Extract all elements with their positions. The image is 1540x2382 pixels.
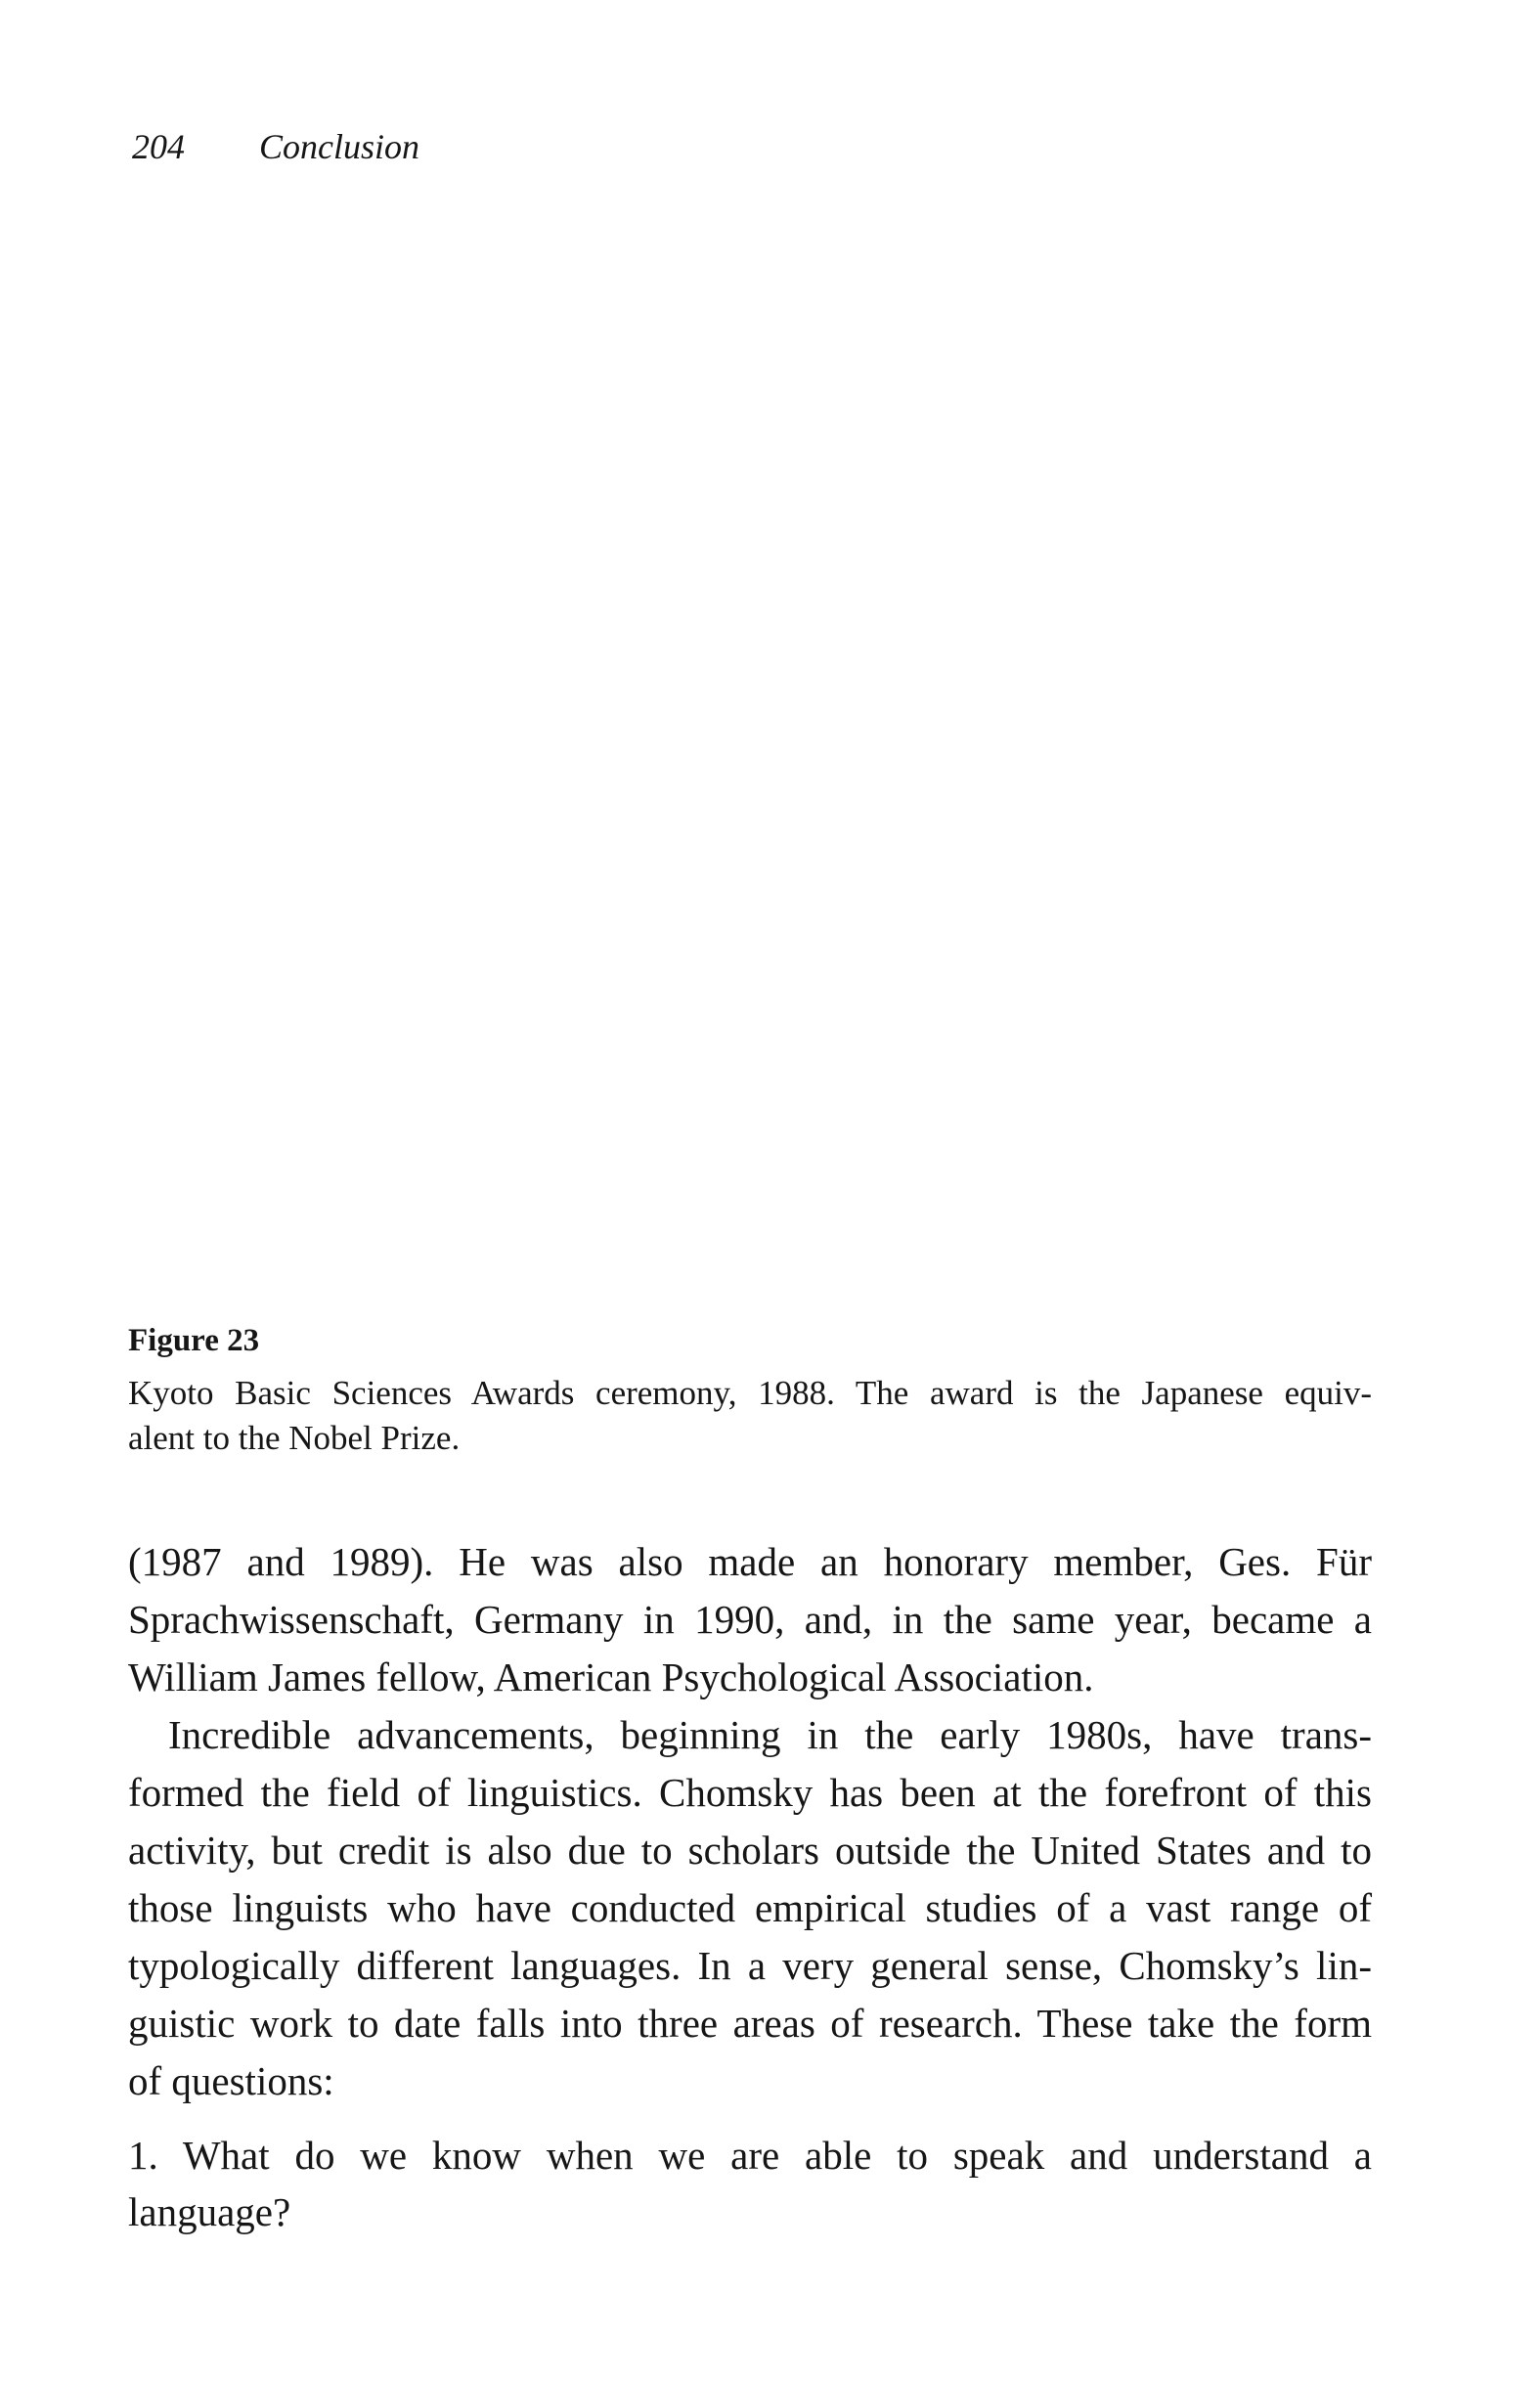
figure-label: Figure 23 — [128, 1323, 260, 1358]
body-line: formed the field of linguistics. Chomsky has been at the forefront of this — [128, 1770, 1372, 1815]
body-line: Incredible advancements, beginning in the early 1980s, have trans- — [168, 1712, 1372, 1757]
list-item-line: language? — [128, 2189, 291, 2234]
body-line: Sprachwissenschaft, Germany in 1990, and, in the same year, became a — [128, 1597, 1372, 1642]
numbered-question-list — [128, 2127, 1372, 2240]
figure-image-area — [128, 205, 1372, 1291]
body-paragraph — [128, 1706, 1372, 2110]
running-header — [132, 125, 419, 168]
caption-line: Kyoto Basic Sciences Awards ceremony, 1988. The award is the Japanese equiv- — [128, 1374, 1372, 1412]
list-item — [128, 2127, 1372, 2240]
list-item-line: 1. What do we know when we are able to speak and understand a — [128, 2133, 1372, 2178]
running-title: Conclusion — [259, 127, 420, 166]
body-line: (1987 and 1989). He was also made an honorary member, Ges. Für — [128, 1539, 1372, 1584]
body-paragraph — [128, 1533, 1372, 1706]
body-line: of questions: — [128, 2058, 334, 2103]
caption-line: alent to the Nobel Prize. — [128, 1419, 461, 1457]
body-text — [128, 1533, 1372, 2110]
body-line: William James fellow, American Psychological Association. — [128, 1654, 1094, 1699]
page-number: 204 — [132, 127, 185, 166]
body-line: guistic work to date falls into three areas of research. These take the form — [128, 2001, 1372, 2046]
body-line: typologically different languages. In a very general sense, Chomsky’s lin- — [128, 1943, 1372, 1988]
body-line: those linguists who have conducted empirical studies of a vast range of — [128, 1885, 1372, 1930]
figure-caption — [128, 1371, 1372, 1461]
body-line: activity, but credit is also due to scholars outside the United States and to — [128, 1828, 1372, 1873]
